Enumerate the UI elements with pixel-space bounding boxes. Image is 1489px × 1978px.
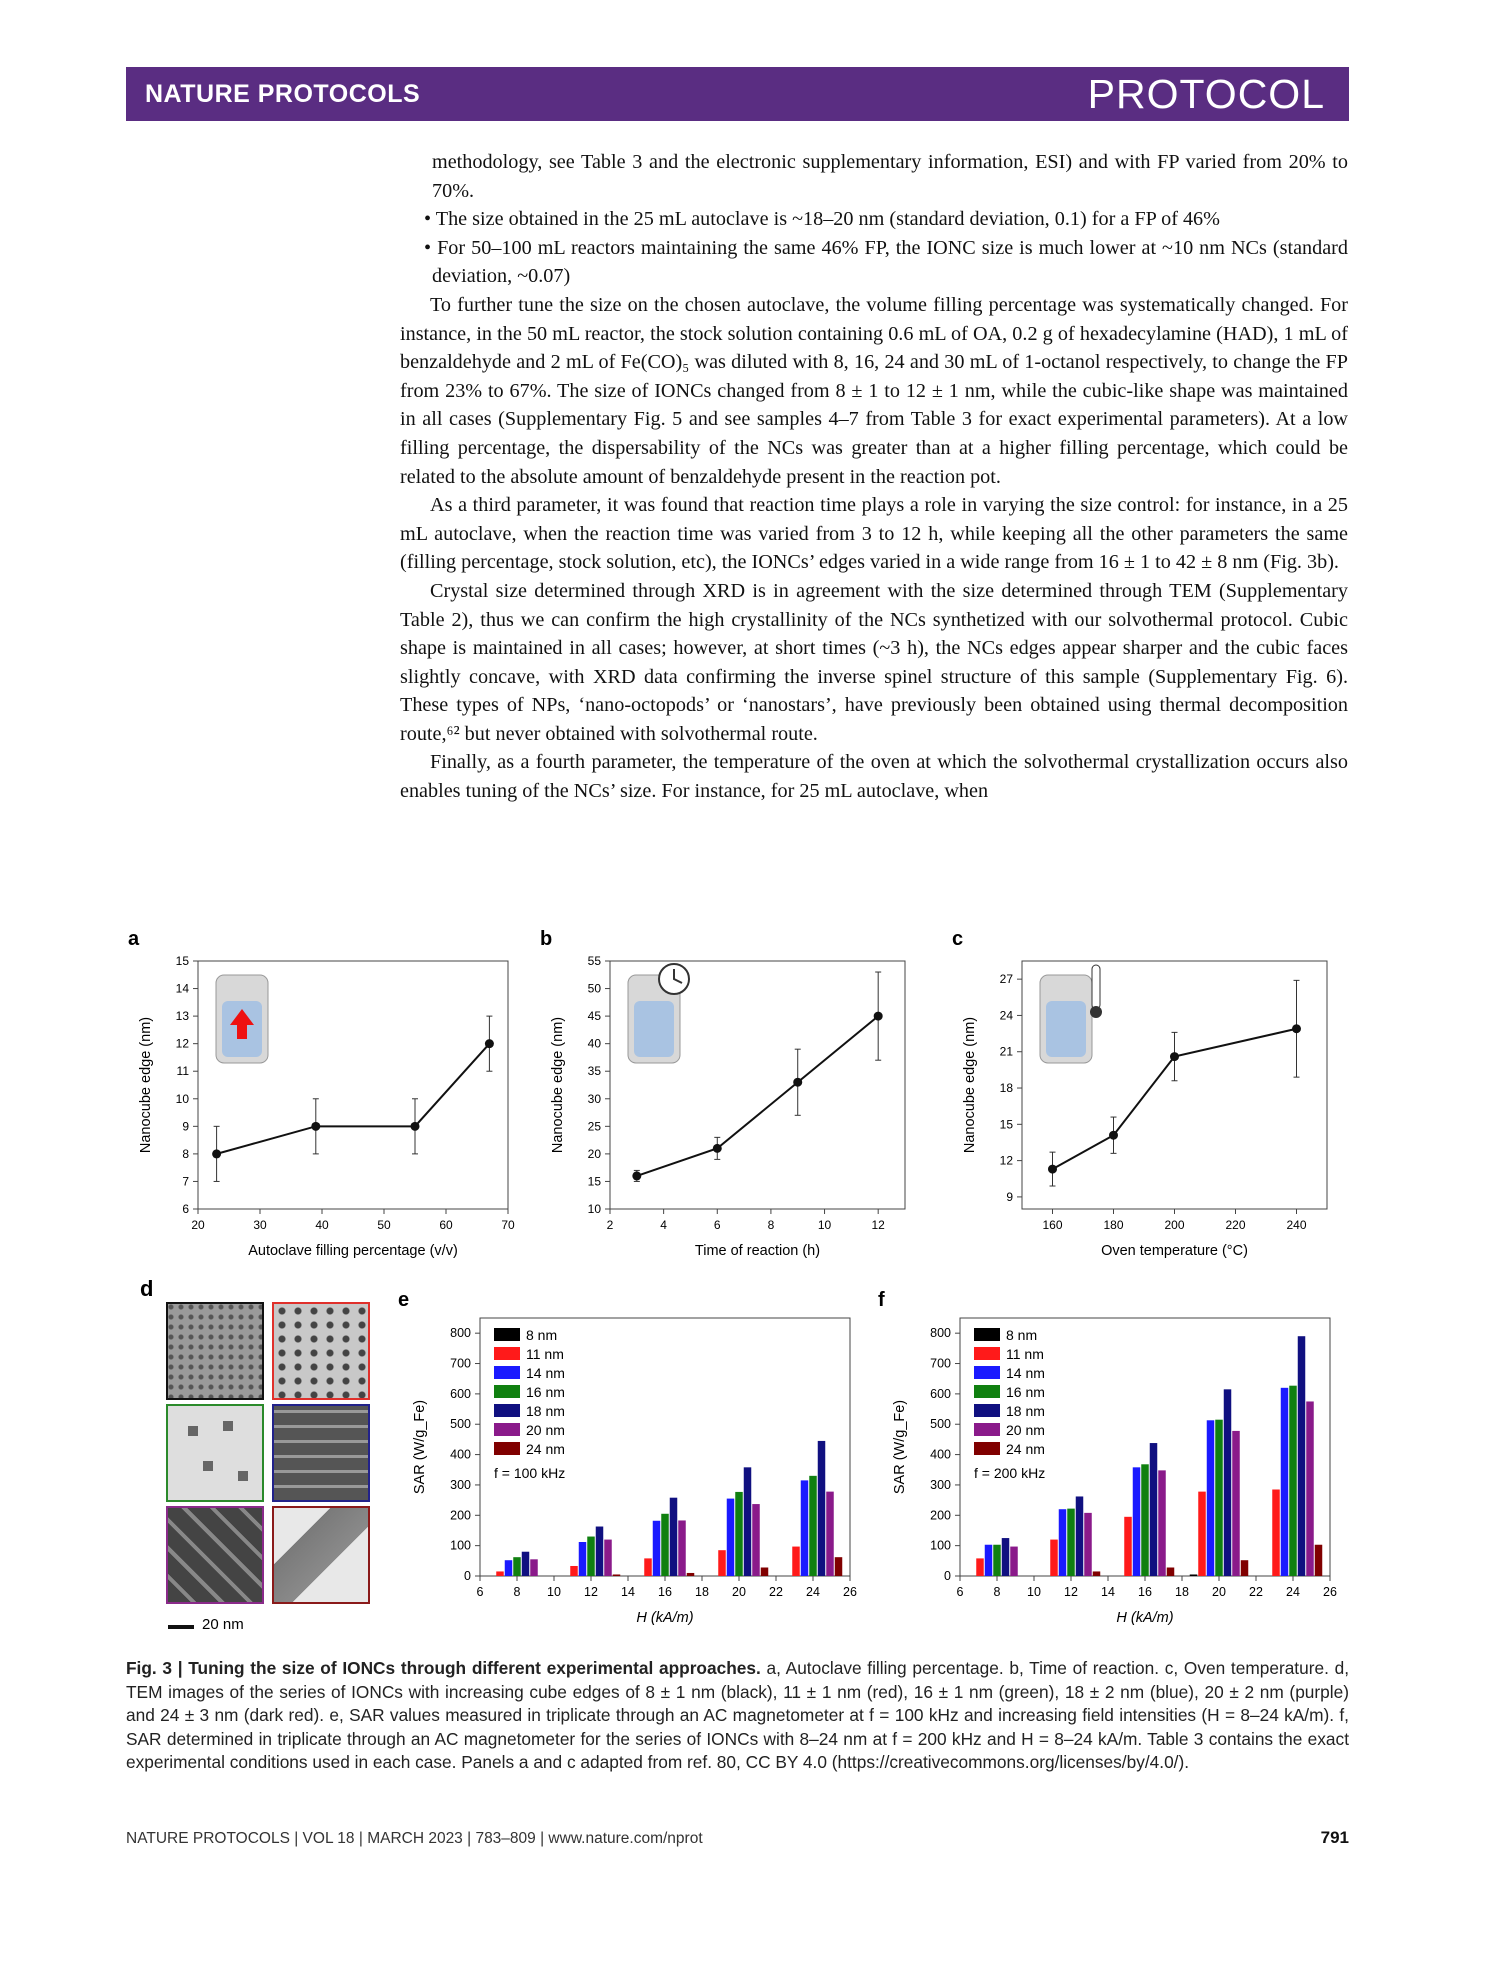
y-tick-label: 21 xyxy=(999,1044,1013,1059)
chart-e-annotation: f = 100 kHz xyxy=(494,1465,566,1481)
tem-image-24nm xyxy=(272,1506,370,1604)
panel-d xyxy=(126,1276,386,1640)
x-tick-label: 2 xyxy=(606,1218,614,1232)
y-tick-label: 12 xyxy=(175,1036,189,1051)
chart-e-legend xyxy=(494,1327,565,1457)
bar xyxy=(596,1527,604,1576)
panel-d-label: d xyxy=(140,1276,154,1301)
data-point xyxy=(632,1171,641,1180)
bar xyxy=(1150,1443,1158,1576)
legend-swatch xyxy=(494,1347,520,1360)
paragraph-3: Crystal size determined through XRD is in agreement with the size determined through TEM (Supplementary Table 2), thus we can confirm the high crystallinity of the NCs synthetized with our solvothermal protocol. Cubic shape is maintained in all cases; however, at short times (~3 h), the NCs edges appear sharper and the cubic faces slightly concave, with XRD data confirming the inverse spinel structure of this sample (Supplementary Fig. 6). These types of NPs, ‘nano-octopods’ or ‘nanostars’, have previously been obtained using thermal decomposition route,⁶² but never obtained with solvothermal route. xyxy=(400,579,1348,745)
legend-label: 11 nm xyxy=(526,1346,564,1362)
y-tick-label: 10 xyxy=(175,1091,189,1106)
bar xyxy=(1141,1464,1149,1576)
journal-name: NATURE PROTOCOLS xyxy=(145,80,421,108)
x-tick-label: 14 xyxy=(1101,1585,1115,1599)
bar xyxy=(570,1566,578,1576)
y-tick-label: 27 xyxy=(999,972,1013,987)
legend-label: 16 nm xyxy=(526,1384,565,1400)
chart-c-xlabel: Oven temperature (°C) xyxy=(1101,1243,1248,1259)
paragraph-4: Finally, as a fourth parameter, the temperature of the oven at which the solvothermal crystallization occurs also enables tuning of the NCs’ size. For instance, for 25 mL autoclave, when xyxy=(400,751,1348,803)
x-tick-label: 12 xyxy=(1064,1585,1078,1599)
bar xyxy=(670,1498,678,1576)
bar xyxy=(505,1560,513,1576)
legend-label: 8 nm xyxy=(526,1327,558,1343)
y-tick-label: 0 xyxy=(464,1569,471,1583)
legend-swatch xyxy=(974,1366,1000,1379)
bar xyxy=(661,1514,669,1576)
y-tick-label: 9 xyxy=(1006,1189,1013,1204)
legend-label: 24 nm xyxy=(1006,1441,1045,1457)
y-tick-label: 300 xyxy=(450,1477,471,1492)
x-tick-label: 16 xyxy=(658,1585,672,1599)
y-tick-label: 200 xyxy=(930,1508,951,1523)
bar xyxy=(1002,1538,1010,1576)
tem-image-16nm xyxy=(166,1404,264,1502)
vial-a-icon xyxy=(216,975,268,1063)
x-tick-label: 16 xyxy=(1138,1585,1152,1599)
x-tick-label: 18 xyxy=(695,1585,709,1599)
data-point xyxy=(713,1144,722,1153)
legend-swatch xyxy=(974,1347,1000,1360)
legend-swatch xyxy=(974,1385,1000,1398)
y-tick-label: 500 xyxy=(930,1417,951,1432)
x-tick-label: 10 xyxy=(1027,1585,1041,1599)
x-tick-label: 22 xyxy=(1249,1585,1263,1599)
x-tick-label: 20 xyxy=(1212,1585,1226,1599)
y-tick-label: 800 xyxy=(450,1326,471,1341)
x-tick-label: 180 xyxy=(1103,1218,1124,1232)
bar xyxy=(1306,1401,1314,1576)
y-tick-label: 25 xyxy=(587,1119,601,1134)
bar xyxy=(1059,1509,1067,1576)
x-tick-label: 20 xyxy=(191,1218,205,1232)
chart-a xyxy=(128,928,515,1259)
y-tick-label: 30 xyxy=(587,1091,601,1106)
x-tick-label: 160 xyxy=(1042,1218,1063,1232)
bar xyxy=(727,1499,735,1576)
y-tick-label: 6 xyxy=(182,1202,189,1216)
y-tick-label: 55 xyxy=(587,954,601,968)
legend-label: 14 nm xyxy=(526,1365,565,1381)
y-tick-label: 45 xyxy=(587,1009,601,1024)
chart-f-annotation: f = 200 kHz xyxy=(974,1465,1046,1481)
y-tick-label: 11 xyxy=(176,1064,189,1079)
legend-swatch xyxy=(974,1328,1000,1341)
bar xyxy=(1076,1496,1084,1576)
x-tick-label: 40 xyxy=(315,1218,329,1232)
x-tick-label: 10 xyxy=(547,1585,561,1599)
legend-swatch xyxy=(974,1404,1000,1417)
y-tick-label: 24 xyxy=(999,1008,1013,1023)
x-tick-label: 240 xyxy=(1286,1218,1307,1232)
x-tick-label: 50 xyxy=(377,1218,391,1232)
legend-swatch xyxy=(974,1423,1000,1436)
bar xyxy=(587,1537,595,1576)
data-point xyxy=(411,1122,420,1131)
paragraph-0: methodology, see Table 3 and the electronic supplementary information, ESI) and with FP varied from 20% to 70%. xyxy=(432,151,1348,202)
y-tick-label: 700 xyxy=(450,1356,471,1371)
bar xyxy=(1124,1517,1132,1576)
x-tick-label: 70 xyxy=(501,1218,515,1232)
bar xyxy=(613,1574,621,1576)
bar xyxy=(835,1557,843,1576)
bar xyxy=(993,1545,1001,1576)
x-tick-label: 14 xyxy=(621,1585,635,1599)
y-tick-label: 12 xyxy=(999,1153,1013,1168)
data-point xyxy=(485,1039,494,1048)
tem-image-18nm xyxy=(272,1404,370,1502)
panel-b-label: b xyxy=(540,928,553,950)
legend-label: 18 nm xyxy=(526,1403,565,1419)
bar xyxy=(818,1441,826,1576)
data-point xyxy=(1292,1024,1301,1033)
bar xyxy=(496,1571,504,1576)
vial-liquid xyxy=(1046,1001,1086,1057)
x-tick-label: 60 xyxy=(439,1218,453,1232)
chart-c xyxy=(952,928,1327,1259)
y-tick-label: 600 xyxy=(450,1386,471,1401)
body-text xyxy=(400,148,1348,806)
legend-label: 8 nm xyxy=(1006,1327,1038,1343)
thermometer-bulb xyxy=(1090,1006,1102,1018)
bar xyxy=(687,1573,695,1576)
chart-f-legend xyxy=(974,1327,1045,1457)
figure-caption xyxy=(126,1657,1349,1775)
bar xyxy=(530,1559,538,1576)
bar xyxy=(752,1504,760,1576)
tem-image-20nm xyxy=(166,1506,264,1604)
legend-label: 24 nm xyxy=(526,1441,565,1457)
x-tick-label: 30 xyxy=(253,1218,267,1232)
tem-image-8nm xyxy=(166,1302,264,1400)
bar xyxy=(1207,1420,1215,1576)
y-tick-label: 700 xyxy=(930,1356,951,1371)
x-tick-label: 6 xyxy=(476,1585,484,1599)
x-tick-label: 10 xyxy=(817,1218,832,1232)
y-tick-label: 14 xyxy=(175,981,189,996)
y-tick-label: 9 xyxy=(182,1119,189,1134)
legend-swatch xyxy=(494,1385,520,1398)
bar xyxy=(1215,1420,1223,1576)
y-tick-label: 100 xyxy=(930,1538,951,1553)
data-point xyxy=(1109,1131,1118,1140)
chart-f-xlabel: H (kA/m) xyxy=(1116,1610,1174,1626)
chart-b xyxy=(540,928,905,1259)
bullet-1: • The size obtained in the 25 mL autoclave is ~18–20 nm (standard deviation, 0.1) for a FP of 46% xyxy=(424,208,1220,231)
legend-swatch xyxy=(974,1442,1000,1455)
y-tick-label: 8 xyxy=(182,1146,189,1161)
y-tick-label: 10 xyxy=(587,1202,601,1216)
y-tick-label: 40 xyxy=(587,1036,601,1051)
legend-label: 14 nm xyxy=(1006,1365,1045,1381)
legend-label: 20 nm xyxy=(1006,1422,1045,1438)
paragraph-2: As a third parameter, it was found that reaction time plays a role in varying the size control: for instance, in a 25 mL autoclave, when the reaction time was varied from 3 to 12 h, while keeping all the other parameters the same (filling percentage, stock solution, etc), the IONCs’ edges varied in a wide range from 16 ± 1 to 42 ± 8 nm (Fig. 3b). xyxy=(400,494,1348,574)
bar xyxy=(744,1467,752,1576)
y-tick-label: 35 xyxy=(587,1064,601,1079)
vial-liquid xyxy=(634,1001,674,1057)
caption-text: a, Autoclave filling percentage. b, Time of reaction. c, Oven temperature. d, TEM images of the series of IONCs with increasing cube edges of 8 ± 1 nm (black), 11 ± 1 nm (red), 16 ± 1 nm (green), 18 ± 2 nm (blue), 20 ± 2 nm (purple) and 24 ± 3 nm (dark red). e, SAR values measured in triplicate through an AC magnetometer at f = 100 kHz and increasing field intensities (H = 8–24 kA/m). f, SAR determined in triplicate through an AC magnetometer for the series of IONCs with 8–24 nm at f = 200 kHz and H = 8–24 kA/m. Table 3 contains the exact experimental conditions used in each case. Panels a and c adapted from ref. 80, CC BY 4.0 (https://creativecommons.org/licenses/by/4.0/). xyxy=(126,1658,1350,1773)
journal-header xyxy=(126,67,1349,121)
y-tick-label: 400 xyxy=(450,1447,471,1462)
panel-c-label: c xyxy=(952,928,964,950)
bar xyxy=(1315,1545,1323,1576)
chart-c-ylabel: Nanocube edge (nm) xyxy=(962,1016,978,1154)
bar xyxy=(718,1550,726,1576)
data-point xyxy=(1170,1052,1179,1061)
bar xyxy=(1241,1560,1249,1576)
bar xyxy=(653,1521,661,1576)
bar xyxy=(1010,1547,1018,1576)
bar xyxy=(1190,1574,1198,1576)
bar xyxy=(1084,1513,1092,1576)
data-point xyxy=(793,1078,802,1087)
bar xyxy=(678,1520,686,1576)
bar xyxy=(644,1558,652,1576)
bullet-2: • For 50–100 mL reactors maintaining the same 46% FP, the IONC size is much lower at ~10 nm NCs (standard deviation, ~0.07) xyxy=(424,236,1348,288)
legend-label: 11 nm xyxy=(1006,1346,1044,1362)
y-tick-label: 300 xyxy=(930,1477,951,1492)
paragraph-1: To further tune the size on the chosen autoclave, the volume filling percentage was systematically changed. For instance, in the 50 mL reactor, the stock solution containing 0.6 mL of OA, 0.2 g of hexadecylamine (HAD), 1 mL of benzaldehyde and 2 mL of Fe(CO)₅ was diluted with 8, 16, 24 and 30 mL of 1-octanol respectively, to change the FP from 23% to 67%. The size of IONCs changed from 8 ± 1 to 12 ± 1 nm, while the cubic-like shape was maintained in all cases (Supplementary Fig. 5 and see samples 4–7 from Table 3 for exact experimental parameters). At a low filling percentage, the dispersability of the NCs was greater than at a higher filling percentage, which could be related to the absolute amount of benzaldehyde present in the reaction pot. xyxy=(400,293,1348,488)
chart-b-ylabel: Nanocube edge (nm) xyxy=(550,1016,566,1154)
x-tick-label: 220 xyxy=(1225,1218,1246,1232)
x-tick-label: 8 xyxy=(993,1585,1001,1599)
bar xyxy=(1133,1467,1141,1576)
y-tick-label: 600 xyxy=(930,1386,951,1401)
bar xyxy=(513,1557,521,1576)
bar xyxy=(761,1568,769,1576)
page-number: 791 xyxy=(1320,1828,1349,1847)
data-point xyxy=(874,1012,883,1021)
bar xyxy=(1050,1540,1058,1576)
bar xyxy=(735,1492,743,1576)
x-tick-label: 8 xyxy=(513,1585,521,1599)
bar xyxy=(801,1480,809,1576)
y-tick-label: 800 xyxy=(930,1326,951,1341)
y-tick-label: 20 xyxy=(587,1146,601,1161)
y-tick-label: 400 xyxy=(930,1447,951,1462)
bar xyxy=(985,1545,993,1576)
bar xyxy=(1067,1509,1075,1576)
bar xyxy=(1298,1336,1306,1576)
x-tick-label: 200 xyxy=(1164,1218,1185,1232)
y-tick-label: 18 xyxy=(999,1081,1013,1096)
x-tick-label: 18 xyxy=(1175,1585,1189,1599)
y-tick-label: 15 xyxy=(175,954,189,968)
legend-label: 20 nm xyxy=(526,1422,565,1438)
page-footer: NATURE PROTOCOLS | VOL 18 | MARCH 2023 | 783–809 | www.nature.com/nprot xyxy=(126,1830,703,1847)
x-tick-label: 6 xyxy=(713,1218,721,1232)
x-tick-label: 24 xyxy=(1286,1585,1300,1599)
scale-bar xyxy=(168,1625,194,1629)
bar xyxy=(976,1558,984,1576)
legend-swatch xyxy=(494,1423,520,1436)
bar xyxy=(604,1540,612,1576)
y-tick-label: 500 xyxy=(450,1417,471,1432)
legend-swatch xyxy=(494,1328,520,1341)
panel-a-label: a xyxy=(128,928,140,950)
legend-label: 18 nm xyxy=(1006,1403,1045,1419)
legend-swatch xyxy=(494,1404,520,1417)
x-tick-label: 12 xyxy=(871,1218,885,1232)
y-tick-label: 100 xyxy=(450,1538,471,1553)
chart-e xyxy=(398,1289,857,1626)
bar xyxy=(1093,1571,1101,1576)
x-tick-label: 6 xyxy=(956,1585,964,1599)
chart-b-xlabel: Time of reaction (h) xyxy=(694,1243,821,1259)
chart-e-xlabel: H (kA/m) xyxy=(636,1610,694,1626)
figure-panels-ef xyxy=(390,1280,1356,1650)
bar xyxy=(1232,1431,1240,1576)
figure-panels-abc xyxy=(126,920,1356,1260)
legend-label: 16 nm xyxy=(1006,1384,1045,1400)
x-tick-label: 24 xyxy=(806,1585,820,1599)
bar xyxy=(522,1552,530,1576)
bar xyxy=(809,1476,817,1576)
bar xyxy=(1281,1388,1289,1576)
x-tick-label: 4 xyxy=(660,1218,667,1232)
x-tick-label: 26 xyxy=(1323,1585,1337,1599)
x-tick-label: 8 xyxy=(767,1218,775,1232)
tem-image-11nm xyxy=(272,1302,370,1400)
data-point xyxy=(311,1122,320,1131)
panel-f-label: f xyxy=(878,1289,885,1311)
thermometer-icon xyxy=(1092,965,1100,1009)
x-tick-label: 26 xyxy=(843,1585,857,1599)
chart-a-xlabel: Autoclave filling percentage (v/v) xyxy=(248,1243,458,1259)
y-tick-label: 15 xyxy=(587,1174,601,1189)
y-tick-label: 15 xyxy=(999,1117,1013,1132)
caption-label: Fig. 3 | Tuning the size of IONCs through different experimental approaches. xyxy=(126,1658,761,1678)
x-tick-label: 12 xyxy=(584,1585,598,1599)
section-label: PROTOCOL xyxy=(1087,71,1325,117)
y-tick-label: 50 xyxy=(587,981,601,996)
bar xyxy=(1198,1492,1206,1576)
chart-a-ylabel: Nanocube edge (nm) xyxy=(138,1016,154,1154)
scale-bar-label: 20 nm xyxy=(202,1616,244,1633)
vial-c-icon xyxy=(1040,965,1102,1063)
bar xyxy=(826,1492,834,1576)
bar xyxy=(579,1542,587,1576)
x-tick-label: 22 xyxy=(769,1585,783,1599)
bar xyxy=(1272,1489,1280,1576)
panel-e-label: e xyxy=(398,1289,410,1311)
y-tick-label: 0 xyxy=(944,1569,951,1583)
data-point xyxy=(1048,1165,1057,1174)
y-tick-label: 7 xyxy=(182,1174,189,1189)
chart-f-ylabel: SAR (W/g_Fe) xyxy=(892,1399,908,1495)
legend-swatch xyxy=(494,1442,520,1455)
bar xyxy=(1224,1389,1232,1576)
x-tick-label: 20 xyxy=(732,1585,746,1599)
bar xyxy=(1289,1386,1297,1576)
vial-b-icon xyxy=(628,964,689,1063)
bar xyxy=(1167,1568,1175,1576)
bar xyxy=(1158,1470,1166,1576)
data-point xyxy=(212,1149,221,1158)
chart-e-ylabel: SAR (W/g_Fe) xyxy=(412,1399,428,1495)
y-tick-label: 13 xyxy=(175,1009,189,1024)
legend-swatch xyxy=(494,1366,520,1379)
bar xyxy=(792,1547,800,1576)
chart-f xyxy=(878,1289,1337,1626)
y-tick-label: 200 xyxy=(450,1508,471,1523)
